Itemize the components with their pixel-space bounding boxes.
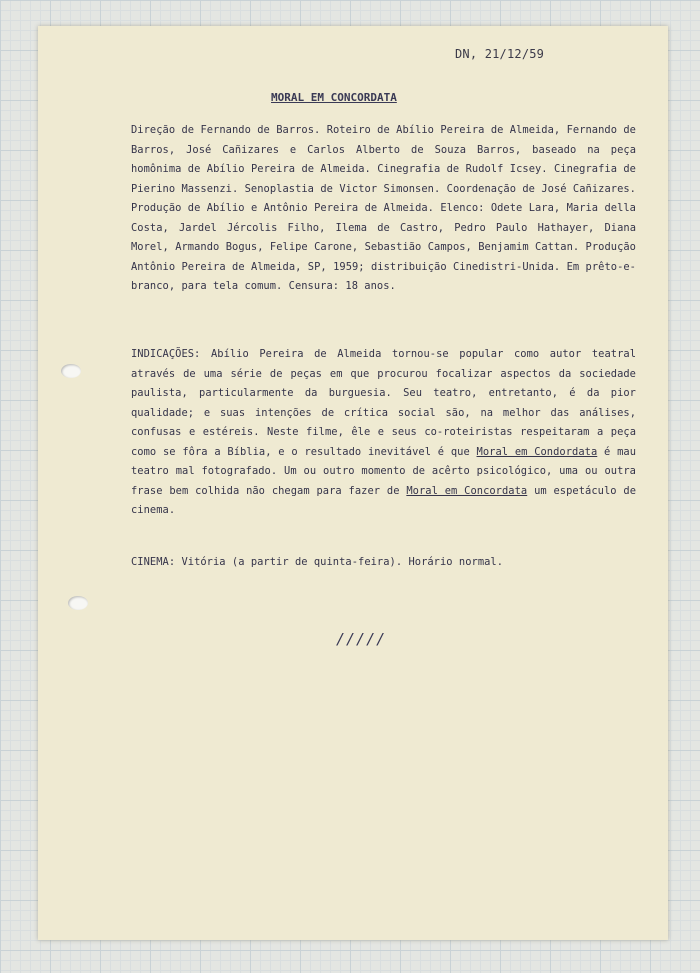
review-text-2: é mau teatro mal fotografado. Um ou outro momento de acêrto psicológico, uma ou outra frase bem colhida não chegam para fazer de [131,445,636,497]
review-label: INDICAÇÕES: [131,348,201,360]
review-paragraph [131,345,636,521]
cinema-paragraph [131,553,636,573]
review-text-3: um espetáculo de cinema. [131,484,637,516]
film-reference-1: Moral em Condordata [476,445,598,458]
end-mark: ///// [336,630,387,648]
document-reference: DN, 21/12/59 [455,47,545,61]
credits-paragraph: Direção de Fernando de Barros. Roteiro de Abílio Pereira de Almeida, Fernando de Barros, José Cañizares e Carlos Alberto de Souza Barros, baseado na peça homônima de Abílio Pereira de Almeida. Cinegrafia de Rudolf Icsey. Cinegrafia de Pierino Massenzi. Senoplastia de Victor Simonsen. Coordenação de José Cañizares. Produção de Abílio e Antônio Pereira de Almeida. Elenco: Odete Lara, Maria della Costa, Jardel Jércolis Filho, Ilema de Castro, Pedro Paulo Hathayer, Diana Morel, Armando Bogus, Felipe Carone, Sebastião Campos, Benjamim Cattan. Produção Antônio Pereira de Almeida, SP, 1959; distribuição Cinedistri-Unida. Em prêto-e-branco, para tela comum. Censura: 18 anos. [131,124,636,292]
film-title: MORAL EM CONCORDATA [271,91,397,104]
cinema-text: Vitória (a partir de quinta-feira). Horário normal. [181,556,504,568]
punch-hole [61,364,81,378]
film-reference-2: Moral em Concordata [406,484,528,497]
review-text-1: Abílio Pereira de Almeida tornou-se popular como autor teatral através de uma série de peças em que procurou focalizar aspectos da sociedade paulista, particularmente da burguesia. Seu teatro, entretanto, é da pior qualidade; e suas intenções de crítica social são, na melhor das análises, confusas e estéreis. Neste filme, êle e seus co-roteiristas respeitaram a peça como se fôra a Bíblia, e o resultado inevitável é que [131,348,637,458]
cinema-label: CINEMA: [131,556,176,568]
punch-hole [68,596,88,610]
